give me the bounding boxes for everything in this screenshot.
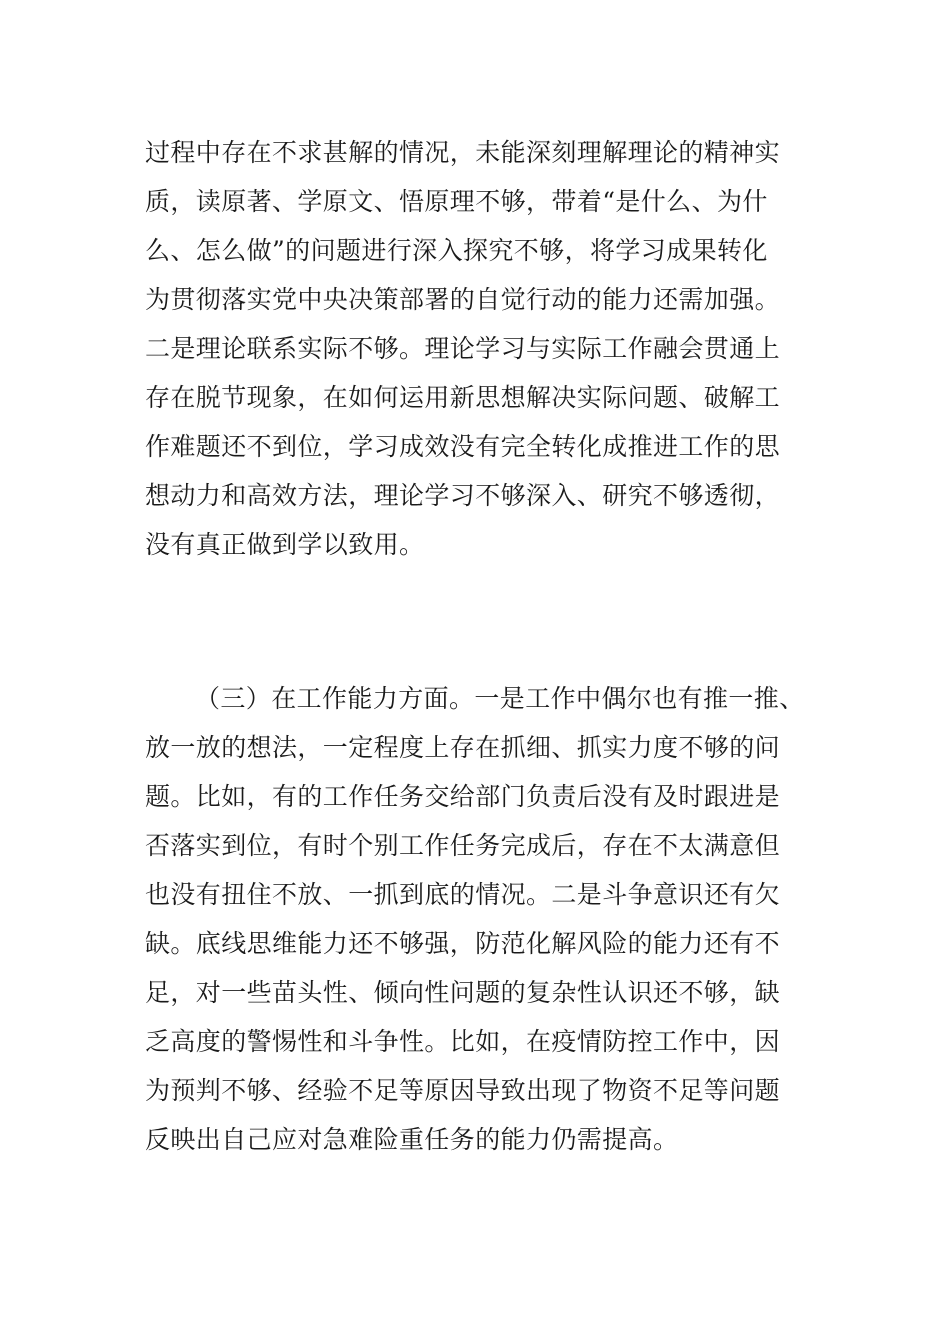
text-line: 存在脱节现象，在如何运用新思想解决实际问题、破解工 bbox=[145, 383, 781, 412]
text-line: 过程中存在不求甚解的情况，未能深刻理解理论的精神实 bbox=[145, 138, 781, 167]
text-line: 作难题还不到位，学习成效没有完全转化成推进工作的思 bbox=[145, 432, 781, 461]
text-line: 缺。底线思维能力还不够强，防范化解风险的能力还有不 bbox=[145, 929, 781, 958]
text-line: 反映出自己应对急难险重任务的能力仍需提高。 bbox=[145, 1125, 679, 1154]
text-line: 放一放的想法，一定程度上存在抓细、抓实力度不够的问 bbox=[145, 733, 781, 762]
text-line: 乏高度的警惕性和斗争性。比如，在疫情防控工作中，因 bbox=[145, 1027, 781, 1056]
text-line: 为贯彻落实党中央决策部署的自觉行动的能力还需加强。 bbox=[145, 285, 781, 314]
text-line: 为预判不够、经验不足等原因导致出现了物资不足等问题 bbox=[145, 1076, 781, 1105]
paragraph-theory-study bbox=[145, 128, 810, 569]
section-heading-line: （三）在工作能力方面。一是工作中偶尔也有推一推、 bbox=[195, 684, 805, 713]
text-line: 二是理论联系实际不够。理论学习与实际工作融会贯通上 bbox=[145, 334, 781, 363]
text-line: 也没有扭住不放、一抓到底的情况。二是斗争意识还有欠 bbox=[145, 880, 781, 909]
text-line: 否落实到位，有时个别工作任务完成后，存在不太满意但 bbox=[145, 831, 781, 860]
paragraph-work-ability bbox=[145, 674, 810, 1164]
text-line: 么、怎么做”的问题进行深入探究不够，将学习成果转化 bbox=[145, 236, 768, 265]
text-line: 足，对一些苗头性、倾向性问题的复杂性认识还不够，缺 bbox=[145, 978, 781, 1007]
text-line: 质，读原著、学原文、悟原理不够，带着“是什么、为什 bbox=[145, 187, 768, 216]
text-line: 题。比如，有的工作任务交给部门负责后没有及时跟进是 bbox=[145, 782, 781, 811]
text-line: 想动力和高效方法，理论学习不够深入、研究不够透彻， bbox=[145, 481, 781, 510]
text-line: 没有真正做到学以致用。 bbox=[145, 530, 425, 559]
